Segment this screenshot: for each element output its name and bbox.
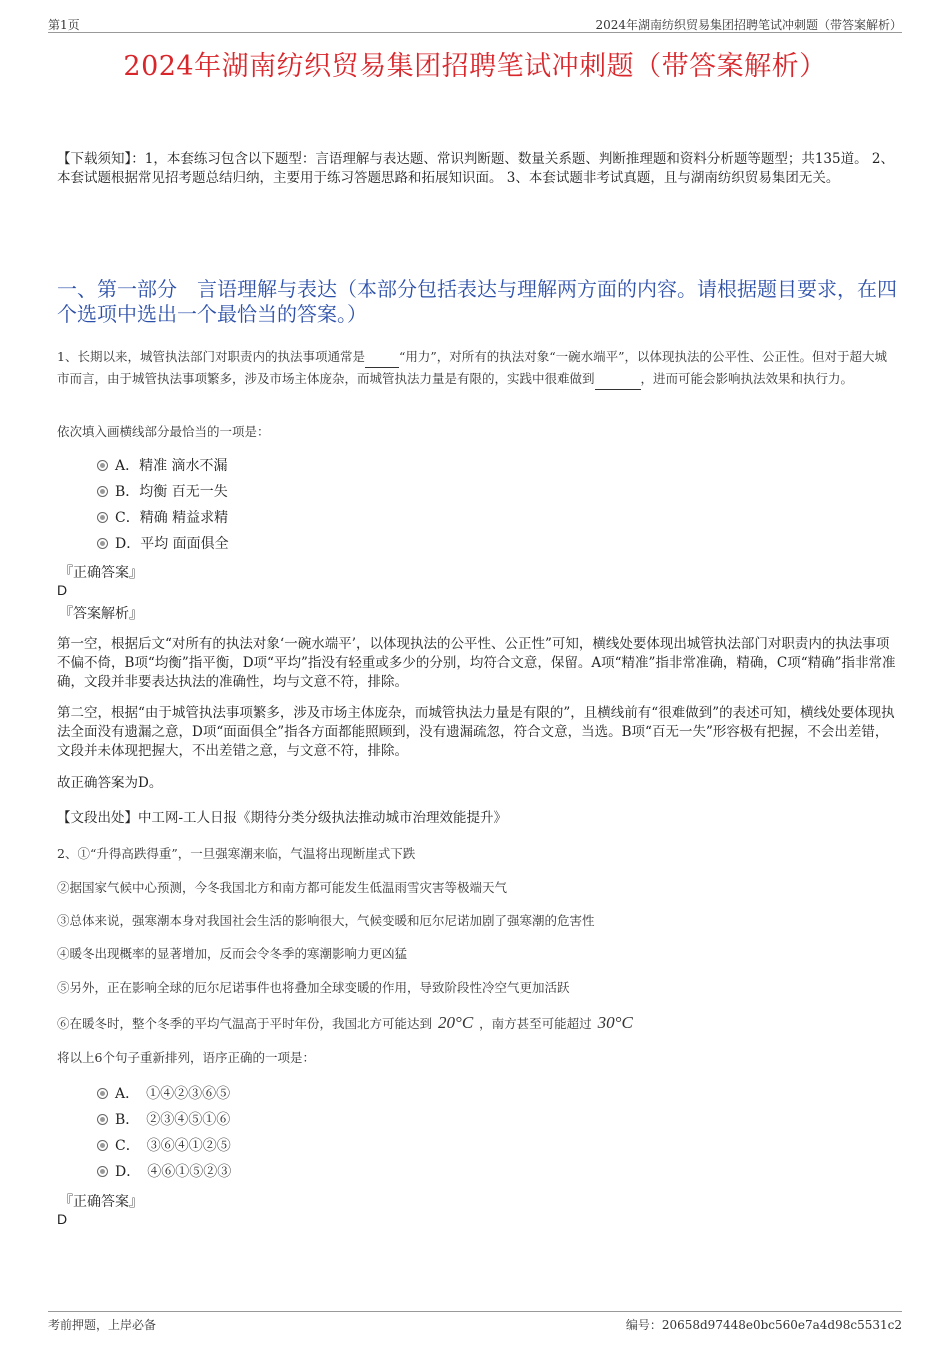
- q1-answer: D: [57, 582, 68, 598]
- q2-answer-label: 『正确答案』: [59, 1194, 143, 1210]
- page-number: 第1页: [48, 18, 80, 32]
- radio-icon[interactable]: [97, 1088, 108, 1099]
- q1-analysis-label: 『答案解析』: [59, 606, 143, 622]
- radio-icon[interactable]: [97, 538, 108, 549]
- q2-sentence-6: ⑥在暖冬时，整个冬季的平均气温高于平时年份，我国北方可能达到 20°C ，南方甚至可能超过 30°C: [57, 1012, 897, 1034]
- blank-1: [365, 346, 399, 368]
- download-notice: 【下载须知】：1，本套练习包含以下题型：言语理解与表达题、常识判断题、数量关系题、判断推理题和资料分析题等题型；共135道。 2、本套试题根据常见招考题总结归纳，主要用于练习答题思路和拓展知识面。 3、本套试题非考试真题，且与湖南纺织贸易集团无关。: [57, 151, 894, 186]
- q2-sentence-2: ②据国家气候中心预测，今冬我国北方和南方都可能发生低温雨雪灾害等极端天气: [57, 880, 508, 895]
- document-title: 2024年湖南纺织贸易集团招聘笔试冲刺题（带答案解析）: [123, 51, 827, 82]
- radio-icon[interactable]: [97, 1140, 108, 1151]
- q1-option-b[interactable]: B．均衡 百无一失: [97, 482, 228, 502]
- q1-option-d[interactable]: D．平均 面面俱全: [97, 534, 229, 554]
- page-header: [48, 16, 902, 33]
- q1-text-a: 1、长期以来，城管执法部门对职责内的执法事项通常是: [57, 349, 365, 364]
- radio-icon[interactable]: [97, 1166, 108, 1177]
- q1-analysis-2: 第二空，根据“由于城管执法事项繁多，涉及市场主体庞杂，而城管执法力量是有限的”，且横线前有“很难做到”的表述可知，横线处要体现执法全面没有遗漏之意，D项“面面俱全”指各方面都能照顾到，没有遗漏疏忽，符合文意，当选。B项“百无一失”形容极有把握，不会出差错，文段并未体现把握大，不出差错之意，与文意不符，排除。: [57, 705, 895, 759]
- q2-sentence-3: ③总体来说，强寒潮本身对我国社会生活的影响很大，气候变暖和厄尔尼诺加剧了强寒潮的危害性: [57, 913, 595, 928]
- radio-icon[interactable]: [97, 512, 108, 523]
- q2-option-d[interactable]: D． ④⑥①⑤②③: [97, 1162, 231, 1182]
- q2-option-c[interactable]: C． ③⑥④①②⑤: [97, 1136, 231, 1156]
- q1-conclusion: 故正确答案为D。: [57, 775, 163, 791]
- q1-text-b: “用力”，对所有的执法对象“一碗水端平”，以体现执法的公平性、公正性。但对于超大城市而言，由于城管执法事项繁多，涉及市场主体庞杂，而城管执法力量是有限的，实践中很难做到: [57, 349, 888, 386]
- math-temp-north: 20°C: [438, 1013, 474, 1032]
- q2-option-a[interactable]: A． ①④②③⑥⑤: [97, 1084, 230, 1104]
- q1-source: 【文段出处】中工网-工人日报《期待分类分级执法推动城市治理效能提升》: [57, 810, 508, 826]
- radio-icon[interactable]: [97, 486, 108, 497]
- q2-answer: D: [57, 1211, 68, 1227]
- footer-doc-id: 编号：20658d97448e0bc560e7a4d98c5531c2: [625, 1318, 902, 1332]
- radio-icon[interactable]: [97, 460, 108, 471]
- section-heading: 一、第一部分 言语理解与表达（本部分包括表达与理解两方面的内容。请根据题目要求，在四个选项中选出一个最恰当的答案。）: [57, 277, 897, 326]
- q1-instruction: 依次填入画横线部分最恰当的一项是：: [57, 424, 270, 439]
- q2-option-b[interactable]: B． ②③④⑤①⑥: [97, 1110, 230, 1130]
- q2-sentence-1: 2、①“升得高跌得重”，一旦强寒潮来临，气温将出现断崖式下跌: [57, 846, 416, 861]
- radio-icon[interactable]: [97, 1114, 108, 1125]
- q1-answer-label: 『正确答案』: [59, 565, 143, 581]
- header-doc-title: 2024年湖南纺织贸易集团招聘笔试冲刺题（带答案解析）: [595, 18, 902, 32]
- q1-text-c: ，进而可能会影响执法效果和执行力。: [640, 371, 854, 386]
- q2-instruction: 将以上6个句子重新排列，语序正确的一项是：: [57, 1050, 315, 1065]
- math-temp-south: 30°C: [597, 1013, 633, 1032]
- q1-analysis-1: 第一空，根据后文“对所有的执法对象‘一碗水端平’，以体现执法的公平性、公正性”可知，横线处要体现出城管执法部门对职责内的执法事项不偏不倚，B项“均衡”指平衡，D项“平均”指没有轻重或多少的分别，均符合文意，保留。A项“精准”指非常准确，精确，C项“精确”指非常准确，文段并非要表达执法的准确性，均与文意不符，排除。: [57, 636, 896, 690]
- q1-option-a[interactable]: A．精准 滴水不漏: [97, 456, 228, 476]
- page-footer: [48, 1311, 902, 1332]
- footer-slogan: 考前押题，上岸必备: [48, 1318, 157, 1332]
- q2-sentence-4: ④暖冬出现概率的显著增加，反而会令冬季的寒潮影响力更凶猛: [57, 946, 408, 961]
- q1-option-c[interactable]: C．精确 精益求精: [97, 508, 228, 528]
- blank-2: [595, 368, 641, 390]
- q2-sentence-5: ⑤另外，正在影响全球的厄尔尼诺事件也将叠加全球变暖的作用，导致阶段性冷空气更加活跃: [57, 980, 570, 995]
- question-1-text: [57, 346, 897, 390]
